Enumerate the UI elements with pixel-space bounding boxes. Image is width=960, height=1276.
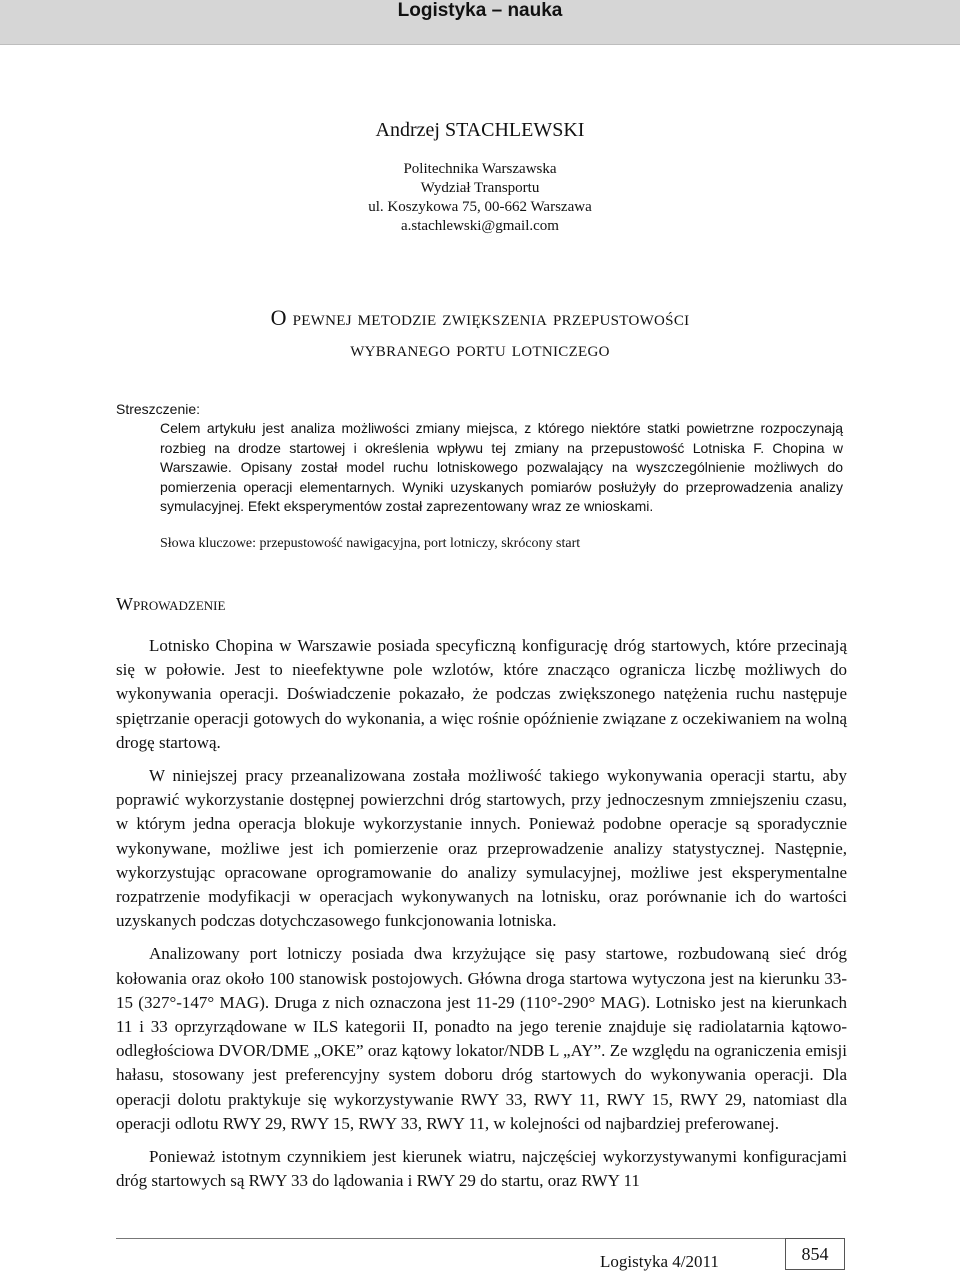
- abstract-label: Streszczenie:: [116, 401, 201, 417]
- paper-title-line-1: O pewnej metodzie zwiększenia przepustowości: [270, 305, 690, 330]
- keywords: Słowa kluczowe: przepustowość nawigacyjna, port lotniczy, skrócony start: [160, 536, 581, 551]
- paper-title-line-2: wybranego portu lotniczego: [350, 336, 610, 361]
- paragraph: Lotnisko Chopina w Warszawie posiada specyficzną konfigurację dróg startowych, które przecinają się w połowie. Jest to nieefektywne pole wzlotów, które znacząco ogranicza liczbę możliwych do wykonywania operacji. Doświadczenie pokazało, że podczas zwiększonego natężenia ruchu następuje spiętrzanie operacji gotowych do wykonania, a więc rośnie opóźnienie związane z oczekiwaniem na wolną drogę startową.: [116, 636, 847, 752]
- abstract-text: Celem artykułu jest analiza możliwości zmiany miejsca, z którego niektóre statki powietrzne rozpoczynają rozbieg na drodze startowej i określenia wpływu tej zmiany na przepustowość Lotniska F. Chopina w Warszawie. Opisany został model ruchu lotniskowego pozwalający na wyszczególnienie możliwych do pomierzenia operacji elementarnych. Wyniki uzyskanych pomiarów posłużyły do przeprowadzenia analizy symulacyjnej. Efekt eksperymentów został zaprezentowany wraz ze wnioskami.: [160, 420, 843, 514]
- footer-rule: [116, 1238, 785, 1239]
- paragraph: Ponieważ istotnym czynnikiem jest kierunek wiatru, najczęściej wykorzystywanymi konfiguracjami dróg startowych są RWY 33 do lądowania i RWY 29 do startu, oraz RWY 11: [116, 1147, 847, 1191]
- section-heading: Wprowadzenie: [116, 594, 226, 614]
- paragraph: W niniejszej pracy przeanalizowana została możliwość takiego wykonywania operacji startu, aby poprawić wykorzystanie dostępnej powierzchni dróg startowych, przy jednoczesnym zmniejszeniu czasu, w którym jedna operacja blokuje wykorzystanie innych. Ponieważ podobne operacje są sporadycznie wykonywane, możliwe jest ich pomierzenie oraz przeprowadzenie analizy statystycznej. Następnie, wykorzystując opracowane oprogramowanie do analizy symulacyjnej, możliwe jest eksperymentalne rozpatrzenie modyfikacji w operacjach wykonywanych na lotnisku, oraz porównanie ich do wartości uzyskanych podczas dotychczasowego funkcjonowania lotniska.: [116, 766, 847, 931]
- author-name: Andrzej STACHLEWSKI: [375, 119, 585, 141]
- author-institution: Politechnika Warszawska: [403, 161, 557, 177]
- author-email[interactable]: a.stachlewski@gmail.com: [401, 218, 559, 234]
- author-faculty: Wydział Transportu: [420, 180, 540, 196]
- journal-title: Logistyka – nauka: [397, 0, 563, 21]
- paragraph: Analizowany port lotniczy posiada dwa krzyżujące się pasy startowe, rozbudowaną sieć dróg kołowania oraz około 100 stanowisk postojowych. Główna droga startowa wytyczona jest na kierunku 33-15 (327°-147° MAG). Druga z nich oznaczona jest 11-29 (110°-290° MAG). Lotnisko jest na kierunkach 11 i 33 oprzyrządowane w ILS kategorii II, ponadto na jego terenie znajduje się radiolatarnia kątowo-odległościowa DVOR/DME „OKE” oraz kątowy lokator/NDB L „AY”. Ze względu na ograniczenia emisji hałasu, stosowany jest preferencyjny system doboru dróg startowych do wykonywania operacji. Dla operacji dolotu praktykuje się wykorzystywanie RWY 33, RWY 11, RWY 15, RWY 29, natomiast dla operacji odlotu RWY 29, RWY 15, RWY 33, RWY 11, w kolejności od najbardziej preferowanej.: [116, 944, 847, 1133]
- author-address: ul. Koszykowa 75, 00-662 Warszawa: [368, 199, 592, 215]
- journal-header-bar: [0, 0, 960, 45]
- journal-issue: Logistyka 4/2011: [600, 1252, 719, 1271]
- body-text: [116, 634, 847, 1202]
- page-number: 854: [785, 1238, 845, 1270]
